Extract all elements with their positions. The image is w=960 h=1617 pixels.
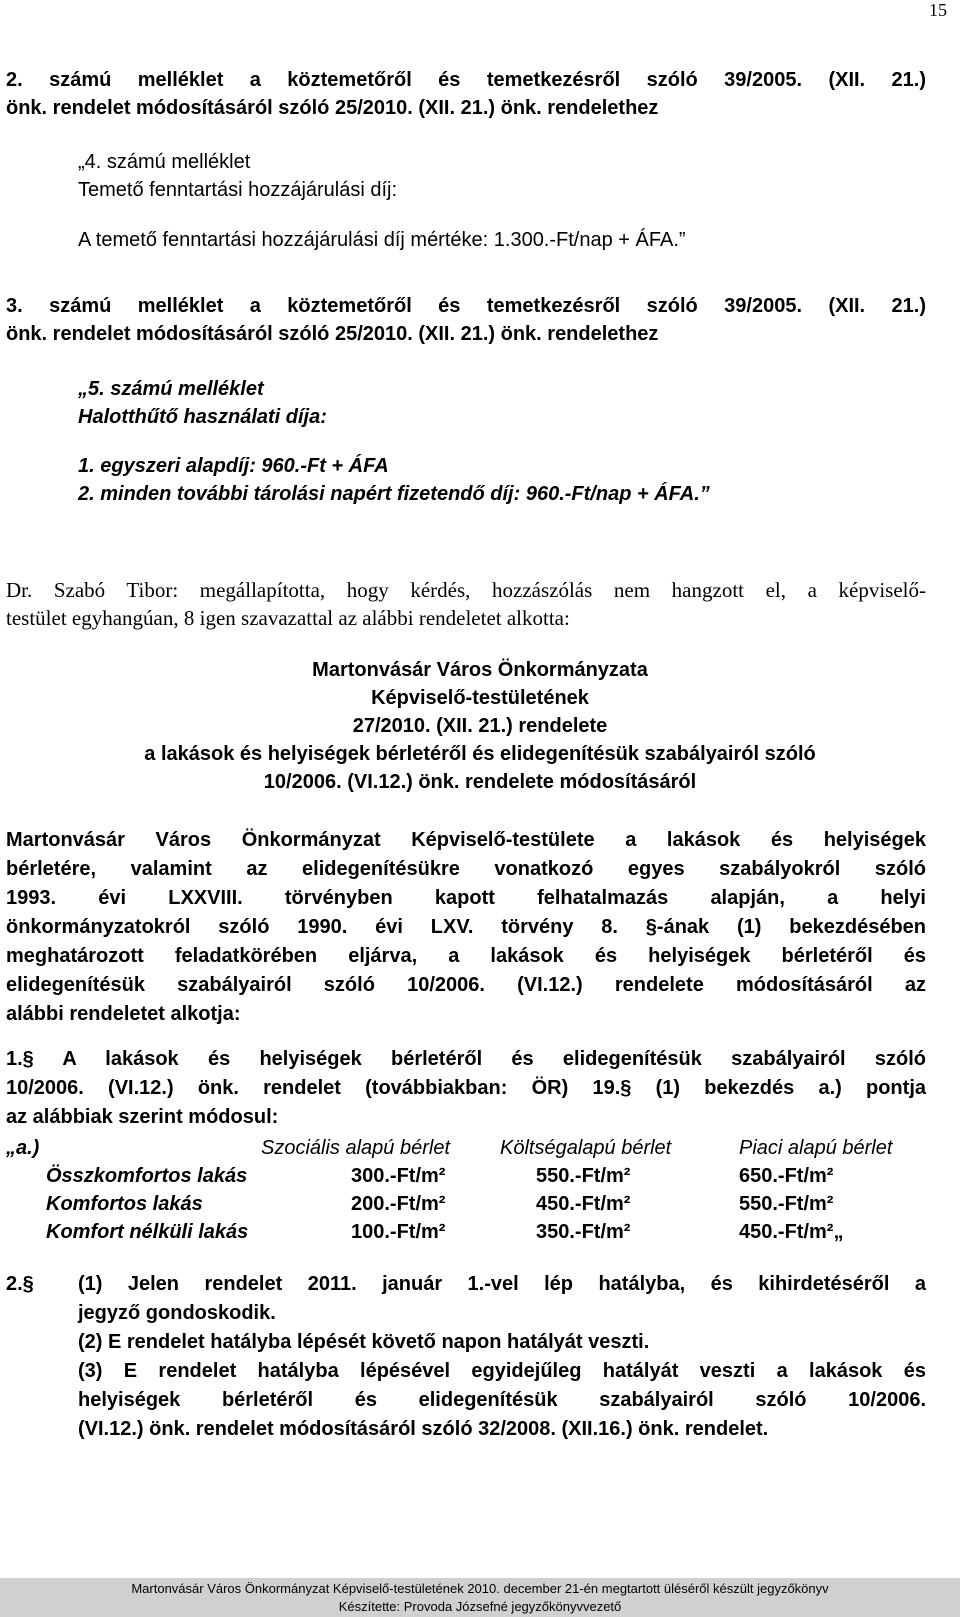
cell-market: 550.-Ft/m²: [739, 1193, 834, 1215]
section2-p2: (2) E rendelet hatályba lépését követő napon hatályát veszti.: [78, 1331, 650, 1353]
annex2-body: [78, 148, 686, 254]
table-row: [6, 1190, 926, 1218]
row-label: Komfortos lakás: [46, 1193, 203, 1215]
annex2-heading: [6, 66, 926, 122]
section2-p3-line2: helyiségek bérletéről és elidegenítésük szabályairól szóló 10/2006.: [78, 1389, 926, 1411]
decree-heading: [0, 656, 960, 796]
header-cost: Költségalapú bérlet: [500, 1137, 672, 1159]
preamble-line4: önkormányzatokról szóló 1990. évi LXV. törvény 8. §-ának (1) bekezdésében: [6, 916, 926, 938]
statement-line2: testület egyhangúan, 8 igen szavazattal az alábbi rendeletet alkotta:: [6, 606, 570, 630]
cell-social: 200.-Ft/m²: [351, 1193, 446, 1215]
page-number: 15: [929, 0, 947, 20]
annex3-subtitle: Halotthűtő használati díja:: [78, 406, 327, 428]
section2-number: 2.§: [6, 1273, 34, 1295]
section1: [6, 1045, 926, 1132]
preamble-line7: alábbi rendeletet alkotja:: [6, 1003, 241, 1025]
footer-line2: Készítette: Provoda Józsefné jegyzőkönyvvezető: [338, 1599, 622, 1614]
annex3-item1: 1. egyszeri alapdíj: 960.-Ft + ÁFA: [78, 455, 389, 477]
rent-table-corner: „a.): [6, 1137, 40, 1159]
annex3-heading-line1: 3. számú melléklet a köztemetőről és temetkezésről szóló 39/2005. (XII. 21.): [6, 295, 926, 317]
annex3-heading: [6, 292, 926, 348]
preamble-line5: meghatározott feladatkörében eljárva, a lakások és helyiségek bérletéről és: [6, 945, 926, 967]
annex3-heading-line2: önk. rendelet módosításáról szóló 25/2010. (XII. 21.) önk. rendelethez: [6, 323, 659, 345]
annex2-title: „4. számú melléklet: [78, 151, 251, 173]
rent-table-header: [6, 1134, 926, 1162]
annex3-body: [78, 375, 710, 508]
rent-table: [6, 1134, 926, 1246]
section1-line2: 10/2006. (VI.12.) önk. rendelet (továbbiakban: ÖR) 19.§ (1) bekezdés a.) pontja: [6, 1077, 926, 1099]
annex3-item2: 2. minden további tárolási napért fizetendő díj: 960.-Ft/nap + ÁFA.”: [78, 483, 710, 505]
row-label: Komfort nélküli lakás: [46, 1221, 249, 1243]
header-social: Szociális alapú bérlet: [261, 1137, 450, 1159]
preamble-line3: 1993. évi LXXVIII. törvényben kapott felhatalmazás alapján, a helyi: [6, 887, 926, 909]
section1-line3: az alábbiak szerint módosul:: [6, 1106, 279, 1128]
section1-line1: 1.§ A lakások és helyiségek bérletéről és elidegenítésük szabályairól szóló: [6, 1048, 926, 1070]
annex2-rate: A temető fenntartási hozzájárulási díj mértéke: 1.300.-Ft/nap + ÁFA.”: [78, 229, 686, 251]
cell-cost: 550.-Ft/m²: [536, 1165, 631, 1187]
section2-p3-line1: (3) E rendelet hatályba lépésével egyidejűleg hatályát veszti a lakások és: [78, 1360, 926, 1382]
statement-line1-text: : megállapította, hogy kérdés, hozzászólás nem hangzott el, a képviselő-: [172, 578, 927, 602]
decree-heading-line5: 10/2006. (VI.12.) önk. rendelete módosításáról: [263, 771, 697, 793]
row-label: Összkomfortos lakás: [46, 1165, 248, 1187]
cell-social: 100.-Ft/m²: [351, 1221, 446, 1243]
decree-heading-line3: 27/2010. (XII. 21.) rendelete: [352, 715, 608, 737]
section2-p1-line1: (1) Jelen rendelet 2011. január 1.-vel lép hatályba, és kihirdetéséről a: [78, 1273, 926, 1295]
section2-p3-line3: (VI.12.) önk. rendelet módosításáról szóló 32/2008. (XII.16.) önk. rendelet.: [78, 1418, 769, 1440]
cell-cost: 350.-Ft/m²: [536, 1221, 631, 1243]
cell-cost: 450.-Ft/m²: [536, 1193, 631, 1215]
annex2-heading-line1: 2. számú melléklet a köztemetőről és temetkezésről szóló 39/2005. (XII. 21.): [6, 69, 926, 91]
decree-heading-line4: a lakások és helyiségek bérletéről és elidegenítésük szabályairól szóló: [144, 743, 816, 765]
cell-social: 300.-Ft/m²: [351, 1165, 446, 1187]
preamble-line1: Martonvásár Város Önkormányzat Képviselő-testülete a lakások és helyiségek: [6, 829, 926, 851]
preamble-line2: bérletére, valamint az elidegenítésükre vonatkozó egyes szabályokról szóló: [6, 858, 926, 880]
table-row: [6, 1162, 926, 1190]
cell-market: 450.-Ft/m²„: [739, 1221, 844, 1243]
decree-heading-line2: Képviselő-testületének: [371, 687, 589, 709]
section2-p1-line2: jegyző gondoskodik.: [78, 1302, 276, 1324]
annex3-title: „5. számú melléklet: [78, 378, 264, 400]
cell-market: 650.-Ft/m²: [739, 1165, 834, 1187]
statement: [6, 576, 926, 632]
header-market: Piaci alapú bérlet: [739, 1137, 893, 1159]
page-footer: [0, 1578, 960, 1617]
speaker-name: Dr. Szabó Tibor: [6, 578, 173, 602]
section2-body: [78, 1270, 926, 1444]
preamble: [6, 826, 926, 1029]
preamble-line6: elidegenítésük szabályairól szóló 10/2006. (VI.12.) rendelete módosításáról az: [6, 974, 926, 996]
annex2-heading-line2: önk. rendelet módosításáról szóló 25/2010. (XII. 21.) önk. rendelethez: [6, 97, 659, 119]
statement-line1: [6, 576, 926, 604]
footer-line1: Martonvásár Város Önkormányzat Képviselő-testületének 2010. december 21-én megtartott üléséről készült jegyzőkönyv: [131, 1581, 829, 1596]
decree-heading-line1: Martonvásár Város Önkormányzata: [312, 659, 648, 681]
annex2-subtitle: Temető fenntartási hozzájárulási díj:: [78, 179, 398, 201]
table-row: [6, 1218, 926, 1246]
